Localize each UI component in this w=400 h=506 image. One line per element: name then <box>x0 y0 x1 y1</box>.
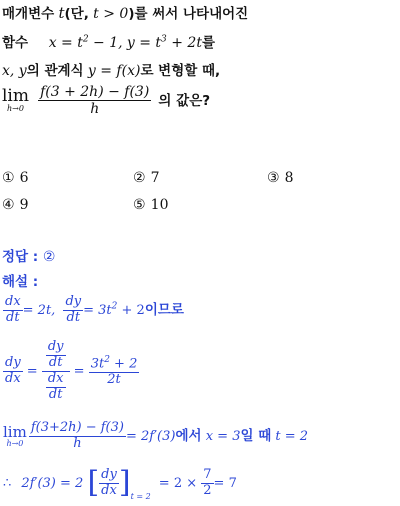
problem-line-3 <box>2 59 220 79</box>
problem-text: 함수 <box>2 35 29 51</box>
problem-text: 매개변수 <box>2 6 55 22</box>
problem-text: 를 써서 나타내어진 <box>134 6 249 22</box>
solution-step-4: ∴ 2f′(3) = 2 [ $\frac{dy}{dx}$ ]$_{t = 2} = 2$ × $\frac{7}{2}$ = 7 <box>3 465 237 501</box>
solution-step-2: $\frac{dy}{dx}$ = $\frac{\frac{dy}{dt}}{\frac{dx}{dt}}$ = $\frac{3t^2 + 2}{2t}$ <box>5 339 138 402</box>
problem-line-2 <box>2 31 215 51</box>
problem-limit <box>2 84 210 117</box>
result-fraction: $\frac{3t^2 + 2}{2t}$ <box>90 354 138 388</box>
limit-operator: lim h→0 <box>2 85 29 113</box>
equation-x: $x = t^2 - 1$, <box>48 34 123 51</box>
problem-text: 를 <box>201 35 215 51</box>
seven-halves-fraction: $\frac{7}{2}$ <box>203 467 212 498</box>
condition-expr: t > 0 <box>93 6 129 22</box>
variables: x, y <box>2 63 27 79</box>
answer-label: 정답 : <box>2 249 43 265</box>
choice-2[interactable]: ② 7 <box>133 170 160 186</box>
dy-dx-fraction: $\frac{dy}{dx}$ <box>101 467 117 498</box>
answer <box>2 245 55 265</box>
compound-fraction: $\frac{\frac{dy}{dt}}{\frac{dx}{dt}}$ <box>42 340 70 403</box>
choice-1[interactable]: ① 6 <box>2 170 29 186</box>
param-symbol: t <box>58 4 65 22</box>
dy-dt-fraction: $\frac{dy}{dt}$ <box>65 294 82 325</box>
choice-5[interactable]: ⑤ 10 <box>133 197 169 213</box>
solution-label: 해설 : <box>2 274 39 290</box>
limit-fraction: $\frac{f(3 + 2h) - f(3)}{h}$ <box>40 84 150 118</box>
solution-step-1: $\frac{dx}{dt}$ = 2t, $\frac{dy}{dt}$ = $3t^2 + 2$이므로 <box>5 294 184 325</box>
equation-y: $y = t^3 + 2t$ <box>126 34 202 51</box>
solution-step-3: lim h→0 $\frac{f(3+2h) - f(3)}{h}$ = 2f′(3)에서 x = 3일 때 t = 2 <box>3 420 309 451</box>
problem-text: 의 관계식 <box>26 63 84 79</box>
answer-mark: ② <box>42 249 56 265</box>
condition-close: ) <box>128 6 135 22</box>
problem-question: 의 값은? <box>158 93 211 110</box>
problem-line-1 <box>2 2 248 22</box>
choice-4[interactable]: ④ 9 <box>2 197 29 213</box>
dx-dt-fraction: $\frac{dx}{dt}$ <box>5 294 21 325</box>
dy-dx-fraction: $\frac{dy}{dx}$ <box>5 354 21 386</box>
relation-eq: y = f(x) <box>87 63 141 79</box>
condition-open: (단, <box>64 6 89 22</box>
limit-fraction: $\frac{f(3+2h) - f(3)}{h}$ <box>30 420 124 451</box>
limit-operator: lim h→0 <box>3 422 27 448</box>
problem-text: 로 변형할 때, <box>140 63 221 79</box>
choice-3[interactable]: ③ 8 <box>267 170 294 186</box>
